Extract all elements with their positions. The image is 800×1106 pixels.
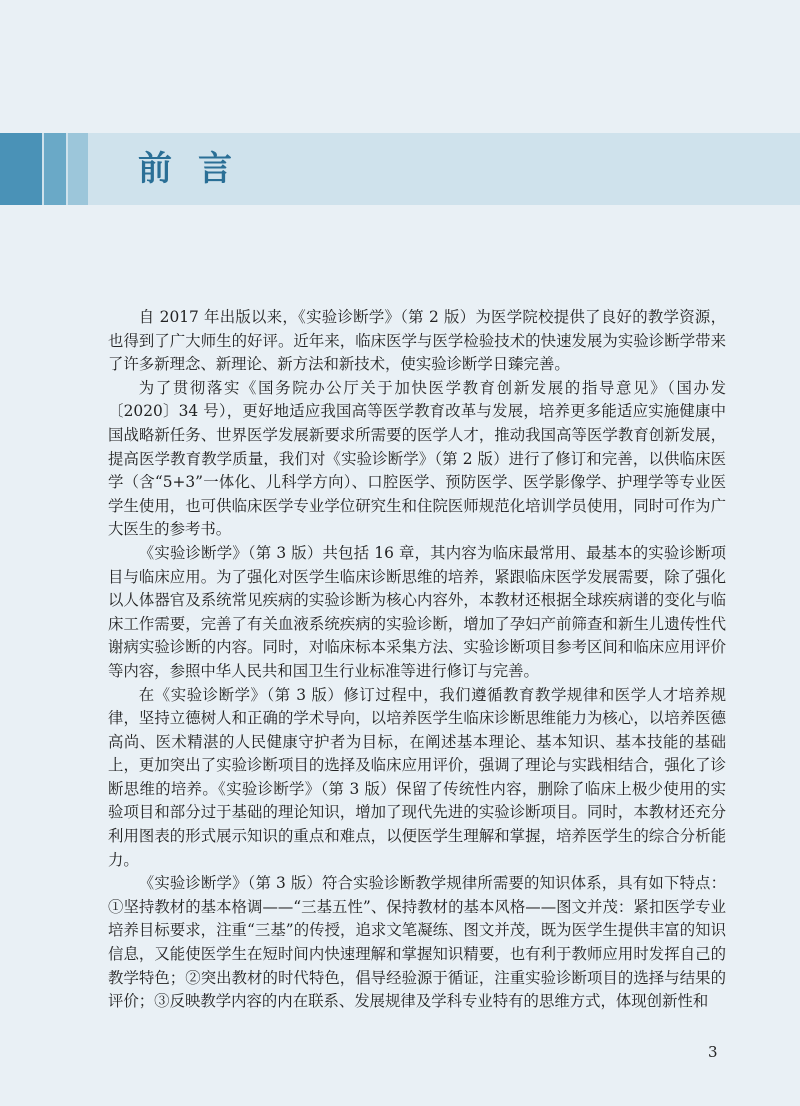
paragraph: 《实验诊断学》（第 3 版）符合实验诊断教学规律所需要的知识体系，具有如下特点：①坚持教材的基本格调——“三基五性”、保持教材的基本风格——图文并茂：紧扣医学专业培养目标要求，注重“三基”的传授，追求文笔凝练、图文并茂，既为医学生提供丰富的知识信息，又能使医学生在短时间内快速理解和掌握知识精要，也有利于教师应用时发挥自己的教学特色；②突出教材的时代特色，倡导经验源于循证，注重实验诊断项目的选择与结果的评价；③反映教学内容的内在联系、发展规律及学科专业特有的思维方式，体现创新性和 [108, 874, 726, 1011]
paragraph: 《实验诊断学》（第 3 版）共包括 16 章，其内容为临床最常用、最基本的实验诊断项目与临床应用。为了强化对医学生临床诊断思维的培养，紧跟临床医学发展需要，除了强化以人体器官及系统常见疾病的实验诊断为核心内容外，本教材还根据全球疾病谱的变化与临床工作需要，完善了有关血液系统疾病的实验诊断，增加了孕妇产前筛查和新生儿遗传性代谢病实验诊断的内容。同时，对临床标本采集方法、实验诊断项目参考区间和临床应用评价等内容，参照中华人民共和国卫生行业标准等进行修订与完善。 [108, 543, 726, 680]
decorative-block [44, 133, 66, 205]
page-title: 前言 [138, 149, 258, 189]
decorative-block [0, 133, 42, 205]
paragraph: 自 2017 年出版以来，《实验诊断学》（第 2 版）为医学院校提供了良好的教学资源，也得到了广大师生的好评。近年来，临床医学与医学检验技术的快速发展为实验诊断学带来了许多新理念、新理论、新方法和新技术，使实验诊断学日臻完善。 [108, 308, 726, 374]
header-band [0, 133, 800, 205]
decorative-block [68, 133, 88, 205]
preface-body [108, 306, 726, 1014]
paragraph: 在《实验诊断学》（第 3 版）修订过程中，我们遵循教育教学规律和医学人才培养规律，坚持立德树人和正确的学术导向，以培养医学生临床诊断思维能力为核心，以培养医德高尚、医术精湛的人民健康守护者为目标，在阐述基本理论、基本知识、基本技能的基础上，更加突出了实验诊断项目的选择及临床应用评价，强调了理论与实践相结合，强化了诊断思维的培养。《实验诊断学》（第 3 版）保留了传统性内容，删除了临床上极少使用的实验项目和部分过于基础的理论知识，增加了现代先进的实验诊断项目。同时，本教材还充分利用图表的形式展示知识的重点和难点，以便医学生理解和掌握，培养医学生的综合分析能力。 [108, 685, 726, 869]
paragraph: 为了贯彻落实《国务院办公厅关于加快医学教育创新发展的指导意见》（国办发〔2020〕34 号），更好地适应我国高等医学教育改革与发展，培养更多能适应实施健康中国战略新任务、世界医学发展新要求所需要的医学人才，推动我国高等医学教育创新发展，提高医学教育教学质量，我们对《实验诊断学》（第 2 版）进行了修订和完善，以供临床医学（含“5+3”一体化、儿科学方向）、口腔医学、预防医学、医学影像学、护理学等专业医学生使用，也可供临床医学专业学位研究生和住院医师规范化培训学员使用，同时可作为广大医生的参考书。 [108, 378, 726, 539]
page-number: 3 [708, 1043, 718, 1061]
